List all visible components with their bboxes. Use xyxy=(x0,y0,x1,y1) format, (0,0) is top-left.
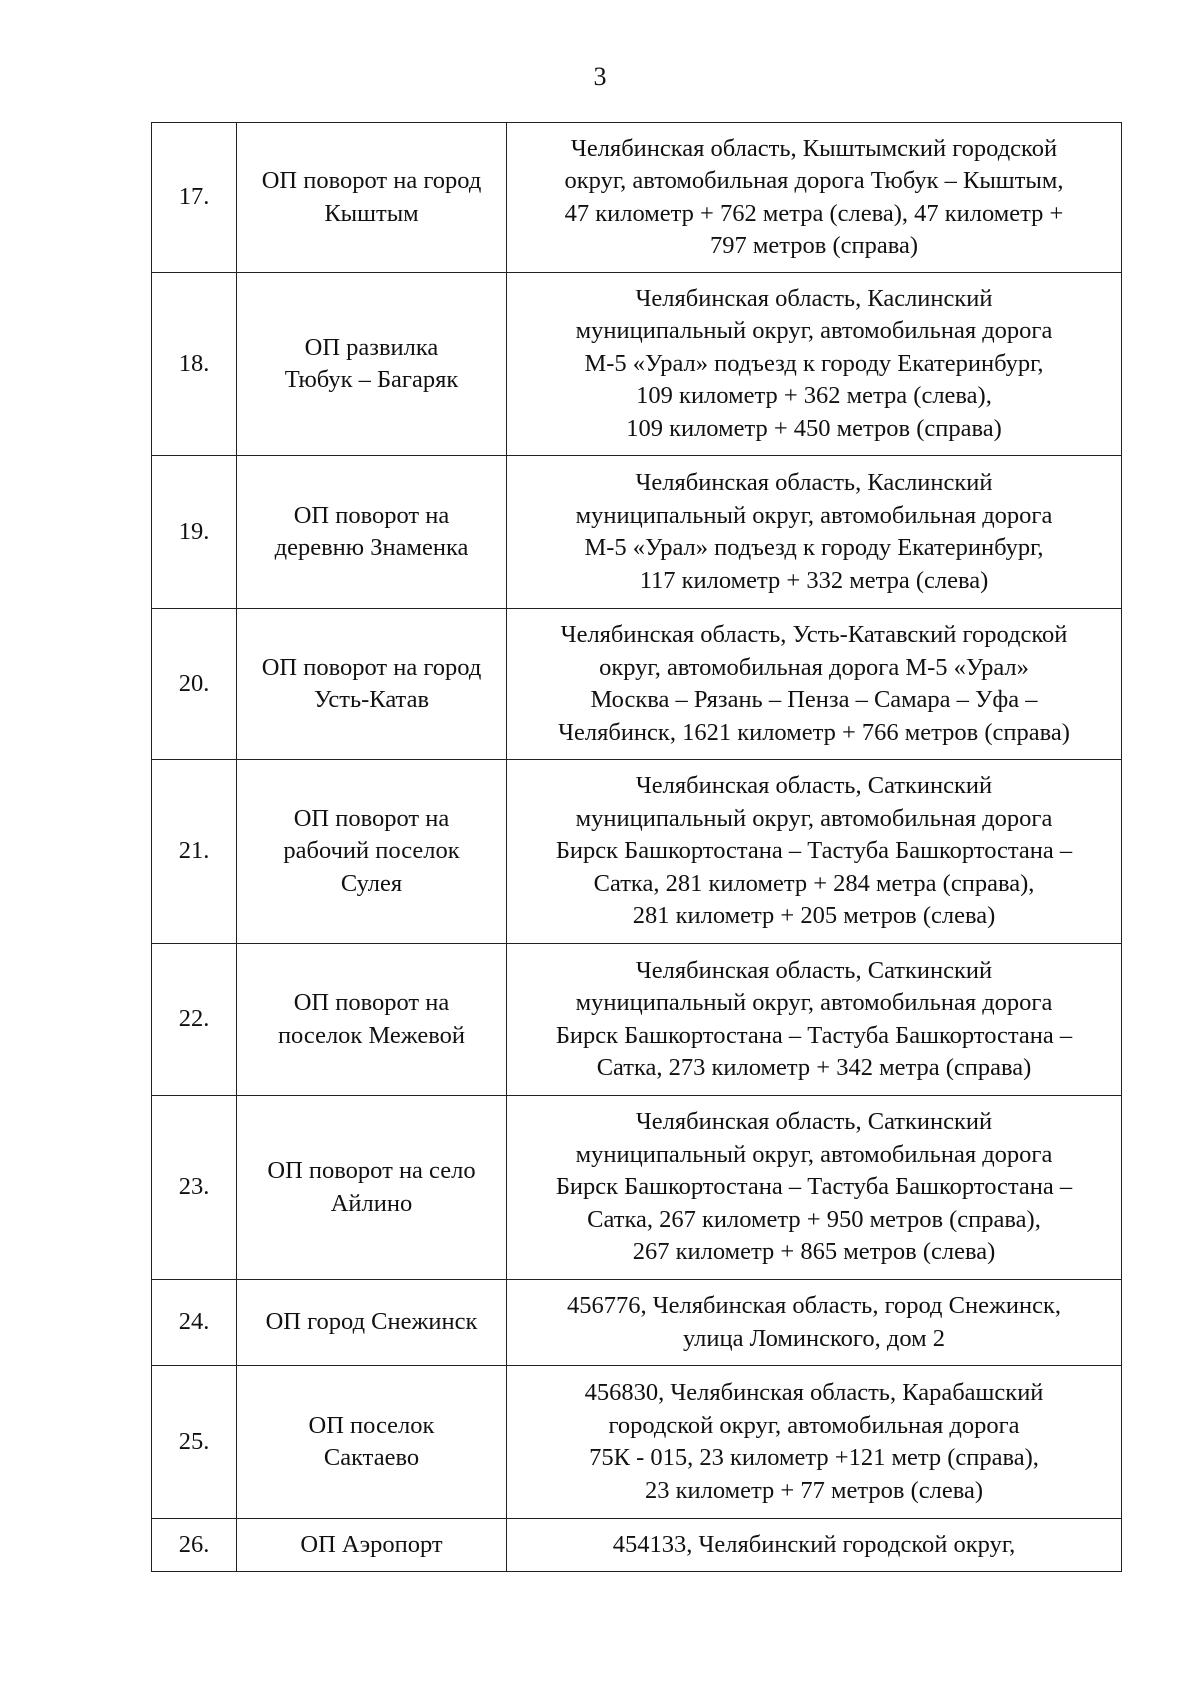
checkpoint-name: ОП поворот на город Усть-Катав xyxy=(237,609,507,760)
page-number: 3 xyxy=(593,62,607,91)
row-number: 21. xyxy=(152,760,237,944)
checkpoint-table xyxy=(151,122,1122,1572)
checkpoint-address: Челябинская область, Усть-Катавский городской округ, автомобильная дорога М-5 «Урал» Москва – Рязань – Пенза – Самара – Уфа – Челябинск, 1621 километр + 766 метров (справа) xyxy=(507,609,1122,760)
checkpoint-name: ОП поворот на село Айлино xyxy=(237,1096,507,1280)
checkpoint-name: ОП Аэропорт xyxy=(237,1519,507,1572)
row-number: 17. xyxy=(152,123,237,273)
table-row xyxy=(152,1280,1122,1366)
table-row xyxy=(152,760,1122,944)
checkpoint-name: ОП поворот на рабочий поселок Сулея xyxy=(237,760,507,944)
checkpoint-name: ОП поселок Сактаево xyxy=(237,1366,507,1519)
row-number: 20. xyxy=(152,609,237,760)
table-row xyxy=(152,1096,1122,1280)
row-number: 25. xyxy=(152,1366,237,1519)
row-number: 23. xyxy=(152,1096,237,1280)
table-row xyxy=(152,944,1122,1096)
checkpoint-address: Челябинская область, Саткинский муниципальный округ, автомобильная дорога Бирск Башкортостана – Тастуба Башкортостана – Сатка, 281 километр + 284 метра (справа), 281 километр + 205 метров (слева) xyxy=(507,760,1122,944)
checkpoint-address: Челябинская область, Каслинский муниципальный округ, автомобильная дорога М-5 «Урал» подъезд к городу Екатеринбург, 117 километр + 332 метра (слева) xyxy=(507,456,1122,609)
checkpoint-address: 456830, Челябинская область, Карабашский городской округ, автомобильная дорога 75К - 015, 23 километр +121 метр (справа), 23 километр + 77 метров (слева) xyxy=(507,1366,1122,1519)
checkpoint-name: ОП развилка Тюбук – Багаряк xyxy=(237,273,507,456)
checkpoint-name: ОП поворот на город Кыштым xyxy=(237,123,507,273)
row-number: 24. xyxy=(152,1280,237,1366)
row-number: 18. xyxy=(152,273,237,456)
checkpoint-address: 454133, Челябинский городской округ, xyxy=(507,1519,1122,1572)
checkpoint-address: Челябинская область, Кыштымский городской округ, автомобильная дорога Тюбук – Кыштым, 47 километр + 762 метра (слева), 47 километр + 797 метров (справа) xyxy=(507,123,1122,273)
checkpoint-name: ОП город Снежинск xyxy=(237,1280,507,1366)
row-number: 22. xyxy=(152,944,237,1096)
table-row xyxy=(152,1366,1122,1519)
table-row xyxy=(152,609,1122,760)
row-number: 19. xyxy=(152,456,237,609)
checkpoint-address: Челябинская область, Каслинский муниципальный округ, автомобильная дорога М-5 «Урал» подъезд к городу Екатеринбург, 109 километр + 362 метра (слева), 109 километр + 450 метров (справа) xyxy=(507,273,1122,456)
checkpoint-address: 456776, Челябинская область, город Снежинск, улица Ломинского, дом 2 xyxy=(507,1280,1122,1366)
checkpoint-name: ОП поворот на поселок Межевой xyxy=(237,944,507,1096)
table-row xyxy=(152,123,1122,273)
row-number: 26. xyxy=(152,1519,237,1572)
checkpoint-name: ОП поворот на деревню Знаменка xyxy=(237,456,507,609)
table-row xyxy=(152,273,1122,456)
table-row xyxy=(152,456,1122,609)
table-row xyxy=(152,1519,1122,1572)
checkpoint-address: Челябинская область, Саткинский муниципальный округ, автомобильная дорога Бирск Башкортостана – Тастуба Башкортостана – Сатка, 273 километр + 342 метра (справа) xyxy=(507,944,1122,1096)
checkpoint-address: Челябинская область, Саткинский муниципальный округ, автомобильная дорога Бирск Башкортостана – Тастуба Башкортостана – Сатка, 267 километр + 950 метров (справа), 267 километр + 865 метров (слева) xyxy=(507,1096,1122,1280)
